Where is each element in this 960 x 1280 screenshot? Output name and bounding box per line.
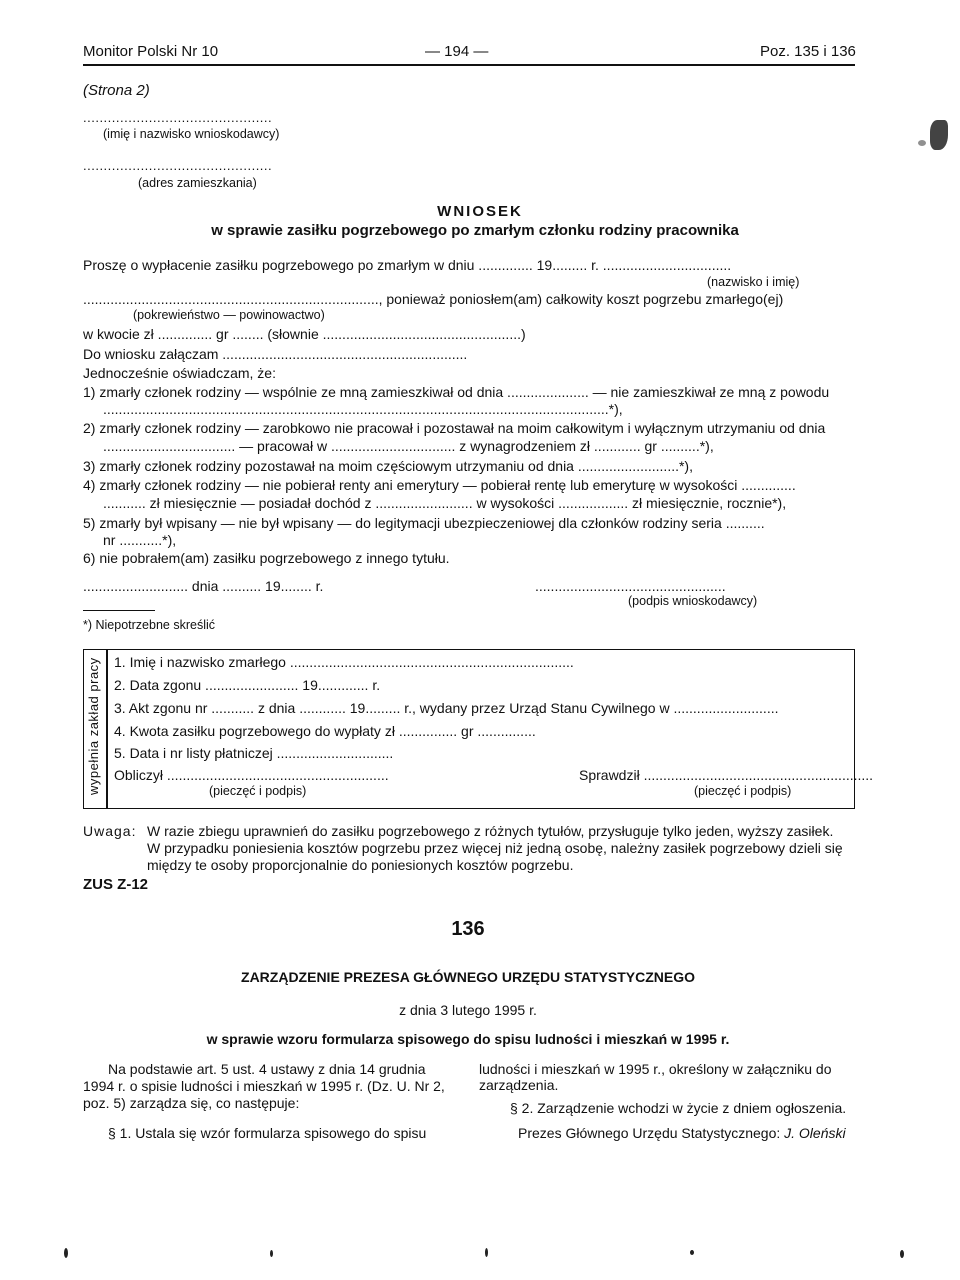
signature-name: J. Oleński bbox=[784, 1125, 846, 1141]
applicant-name-caption: (imię i nazwisko wnioskodawcy) bbox=[103, 127, 280, 141]
declaration-item-4: 4) zmarły członek rodziny — nie pobierał renty ani emerytury — pobierał rentę lub emeryturę w wysokości .............. bbox=[83, 477, 796, 493]
declaration-item-1-cont: ..................................................................................................................................*), bbox=[103, 401, 623, 417]
declaration-intro: Jednocześnie oświadczam, że: bbox=[83, 365, 276, 381]
left-para-1-line-2: 1994 r. o spisie ludności i mieszkań w 1995 r. (Dz. U. Nr 2, bbox=[83, 1078, 445, 1094]
footnote: *) Niepotrzebne skreślić bbox=[83, 618, 215, 632]
scan-mark bbox=[690, 1250, 694, 1255]
note-label: Uwaga: bbox=[83, 823, 137, 839]
form-heading: WNIOSEK bbox=[437, 203, 523, 220]
form-subheading: w sprawie zasiłku pogrzebowego po zmarłym członku rodziny pracownika bbox=[211, 222, 739, 239]
left-para-2: § 1. Ustala się wzór formularza spisowego do spisu bbox=[108, 1125, 427, 1141]
applicant-address-caption: (adres zamieszkania) bbox=[138, 176, 257, 190]
declaration-item-5: 5) zmarły był wpisany — nie był wpisany — do legitymacji ubezpieczeniowej dla członków rodziny seria .......... bbox=[83, 515, 765, 531]
scan-mark bbox=[64, 1248, 68, 1258]
note-line-3: między te osoby proporcjonalnie do poniesionych kosztów pogrzebu. bbox=[147, 857, 574, 873]
signature-caption: (podpis wnioskodawcy) bbox=[628, 594, 758, 608]
signature-block bbox=[518, 1125, 846, 1143]
calculated-by-line: Obliczył ......................................................... bbox=[114, 767, 389, 783]
scan-mark bbox=[900, 1250, 904, 1258]
page-number: — 194 — bbox=[425, 43, 489, 60]
right-para-1-line-1: ludności i mieszkań w 1995 r., określony w załączniku do bbox=[479, 1061, 832, 1077]
deceased-name-caption: (nazwisko i imię) bbox=[707, 275, 800, 289]
scan-speck bbox=[918, 140, 926, 146]
declaration-item-6: 6) nie pobrałem(am) zasiłku pogrzebowego z innego tytułu. bbox=[83, 550, 450, 566]
note-line-1: W razie zbiegu uprawnień do zasiłku pogrzebowego z różnych tytułów, przysługuje tylko jeden, wyższy zasiłek. bbox=[147, 823, 834, 839]
left-para-1-line-1: Na podstawie art. 5 ust. 4 ustawy z dnia 14 grudnia bbox=[108, 1061, 426, 1077]
section-number: 136 bbox=[451, 918, 485, 940]
employer-section-box bbox=[83, 649, 874, 809]
employer-row-3: 3. Akt zgonu nr ........... z dnia ............ 19......... r., wydany przez Urząd Stanu Cywilnego w ........................... bbox=[114, 700, 779, 716]
declaration-item-1: 1) zmarły członek rodziny — wspólnie ze mną zamieszkiwał od dnia ..................... — nie zamieszkiwał ze mną z powodu bbox=[83, 384, 830, 400]
declaration-item-3: 3) zmarły członek rodziny pozostawał na moim częściowym utrzymaniu od dnia ..........................*), bbox=[83, 458, 693, 474]
declaration-item-2: 2) zmarły członek rodziny — zarobkowo nie pracował i pozostawał na moim całkowitym i wyłącznym utrzymaniu od dnia bbox=[83, 420, 826, 436]
ordinance-subject: w sprawie wzoru formularza spisowego do spisu ludności i mieszkań w 1995 r. bbox=[206, 1031, 730, 1047]
relation-caption: (pokrewieństwo — powinowactwo) bbox=[133, 308, 325, 322]
right-para-1-line-2: zarządzenia. bbox=[479, 1077, 559, 1093]
applicant-address-line: .............................................. bbox=[83, 158, 273, 173]
attachments-line: Do wniosku załączam ............................................................... bbox=[83, 346, 468, 362]
declaration-item-5-cont: nr ...........*), bbox=[103, 532, 177, 548]
amount-line: w kwocie zł .............. gr ........ (słownie ...................................................) bbox=[83, 326, 526, 342]
page-note: (Strona 2) bbox=[83, 82, 150, 99]
employer-row-2: 2. Data zgonu ........................ 19............. r. bbox=[114, 677, 381, 693]
cost-line: ............................................................................, ponieważ poniosłem(am) całkowity koszt pogrzebu zmarłego(ej) bbox=[83, 291, 784, 307]
employer-row-4: 4. Kwota zasiłku pogrzebowego do wypłaty zł ............... gr ............... bbox=[114, 723, 536, 739]
ordinance-title: ZARZĄDZENIE PREZESA GŁÓWNEGO URZĘDU STATYSTYCZNEGO bbox=[241, 969, 695, 985]
header-rule bbox=[83, 64, 855, 66]
employer-row-1: 1. Imię i nazwisko zmarłego ......................................................................... bbox=[114, 654, 574, 670]
request-line: Proszę o wypłacenie zasiłku pogrzebowego po zmarłym w dniu .............. 19......... r. ................................. bbox=[83, 257, 732, 273]
right-para-2: § 2. Zarządzenie wchodzi w życie z dniem ogłoszenia. bbox=[510, 1100, 847, 1116]
ordinance-date: z dnia 3 lutego 1995 r. bbox=[399, 1002, 537, 1018]
header-right: Poz. 135 i 136 bbox=[760, 43, 856, 60]
note-line-2: W przypadku poniesienia kosztów pogrzebu przez więcej niż jedną osobę, należny zasiłek pogrzebowy dzieli się bbox=[147, 840, 843, 856]
applicant-name-line: .............................................. bbox=[83, 110, 273, 125]
checked-by-line: Sprawdził ........................................................... bbox=[579, 767, 874, 783]
calculated-by-caption: (pieczęć i podpis) bbox=[209, 784, 307, 798]
scan-speck bbox=[930, 120, 948, 150]
declaration-item-2-cont: .................................. — pracował w ................................ z wynagrodzeniem zł ............ gr ..........*), bbox=[103, 438, 714, 454]
box-divider bbox=[106, 650, 108, 808]
date-line: ........................... dnia .......... 19........ r. bbox=[83, 578, 324, 594]
signature-line: ................................................. bbox=[535, 578, 726, 594]
employer-side-label: wypełnia zakład pracy bbox=[86, 657, 101, 795]
left-para-1-line-3: poz. 5) zarządza się, co następuje: bbox=[83, 1095, 300, 1111]
declaration-item-4-cont: ........... zł miesięcznie — posiadał dochód z ......................... w wysokości .................. zł miesięcznie, rocznie*), bbox=[103, 495, 787, 511]
form-code: ZUS Z-12 bbox=[83, 876, 149, 893]
signature-prefix: Prezes Głównego Urzędu Statystycznego: bbox=[518, 1125, 781, 1141]
footnote-rule bbox=[83, 610, 155, 611]
header-left: Monitor Polski Nr 10 bbox=[83, 43, 219, 60]
checked-by-caption: (pieczęć i podpis) bbox=[694, 784, 792, 798]
scan-mark bbox=[270, 1250, 273, 1257]
employer-row-5: 5. Data i nr listy płatniczej .............................. bbox=[114, 745, 394, 761]
scan-mark bbox=[485, 1248, 488, 1257]
